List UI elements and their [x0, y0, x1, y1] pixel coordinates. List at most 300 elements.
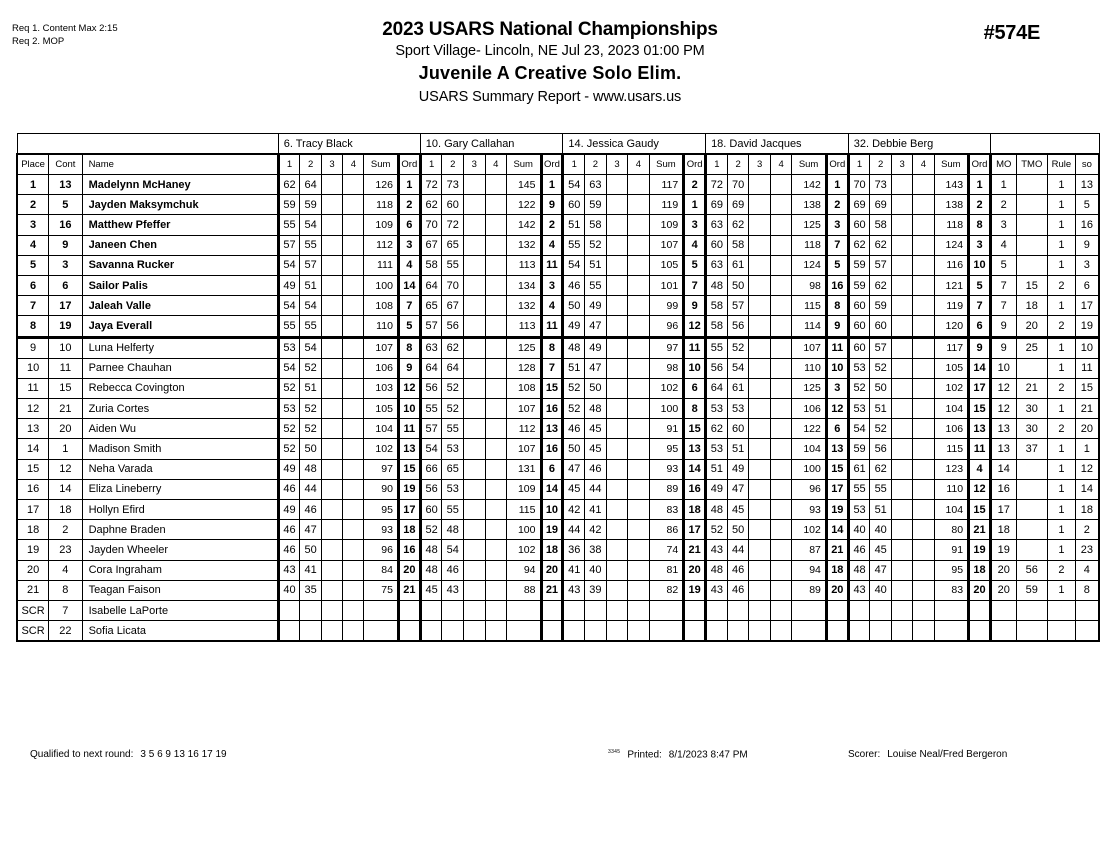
cell-j4-sum [792, 600, 827, 620]
cell-j5-2 [870, 621, 892, 642]
cell-mo: 7 [990, 296, 1016, 316]
cell-j2-ord: 7 [541, 358, 563, 378]
cell-j3-2: 58 [585, 215, 607, 235]
cell-j4-3 [749, 459, 770, 479]
cell-j5-sum [934, 600, 968, 620]
header-j4-2: 2 [727, 154, 749, 175]
cell-j1-2: 57 [300, 255, 322, 275]
header-j2-sum: Sum [506, 154, 541, 175]
score-table [16, 133, 1100, 642]
table-row [17, 296, 1099, 316]
table-row [17, 235, 1099, 255]
cell-j4-4 [770, 540, 791, 560]
table-row [17, 419, 1099, 439]
cell-j1-4 [343, 337, 364, 358]
cell-j3-sum: 89 [649, 479, 684, 499]
cell-j1-ord: 5 [398, 316, 420, 337]
cell-j2-3 [464, 235, 485, 255]
cell-j3-3 [606, 255, 627, 275]
cell-j4-3 [749, 500, 770, 520]
cell-j2-2: 55 [442, 500, 464, 520]
cell-j5-sum: 118 [934, 215, 968, 235]
cell-j2-2 [442, 621, 464, 642]
judge-band-row [17, 134, 1099, 155]
cell-j4-2: 47 [727, 479, 749, 499]
cell-j3-3 [606, 540, 627, 560]
header-j4-ord: Ord [826, 154, 848, 175]
cell-j3-1: 41 [563, 560, 585, 580]
cell-place: 4 [17, 235, 49, 255]
report-subtitle: USARS Summary Report - www.usars.us [418, 89, 682, 105]
cell-j4-4 [770, 275, 791, 295]
cell-j1-sum: 108 [364, 296, 398, 316]
cell-so: 12 [1075, 459, 1099, 479]
cell-j3-2: 42 [585, 520, 607, 540]
cell-rule: 1 [1048, 500, 1076, 520]
cell-j3-4 [628, 358, 649, 378]
cell-j2-4 [485, 540, 506, 560]
cell-j5-2: 51 [870, 500, 892, 520]
header-rule: Rule [1048, 154, 1076, 175]
cell-so: 8 [1075, 580, 1099, 600]
cell-j1-1: 59 [278, 195, 300, 215]
cell-tmo: 25 [1016, 337, 1048, 358]
cell-j2-2: 70 [442, 275, 464, 295]
cell-j1-4 [343, 358, 364, 378]
judge-band-tail-spacer [990, 134, 1099, 155]
cell-j4-4 [770, 459, 791, 479]
table-row [17, 459, 1099, 479]
cell-j1-4 [343, 275, 364, 295]
cell-name: Rebecca Covington [82, 378, 278, 398]
cell-j3-3 [606, 500, 627, 520]
cell-mo [990, 621, 1016, 642]
cell-j2-1: 60 [420, 500, 442, 520]
cell-j1-4 [343, 479, 364, 499]
cell-tmo [1016, 479, 1048, 499]
cell-j2-1: 65 [420, 296, 442, 316]
cell-j3-3 [606, 560, 627, 580]
cell-j3-sum: 101 [649, 275, 684, 295]
cell-j3-1 [563, 600, 585, 620]
cell-j1-1: 49 [278, 275, 300, 295]
cell-j2-sum: 115 [506, 500, 541, 520]
cell-j4-1: 43 [706, 540, 728, 560]
cell-rule: 1 [1048, 175, 1076, 195]
header-cont: Cont [49, 154, 82, 175]
cell-j4-ord: 18 [826, 560, 848, 580]
cell-j2-2: 46 [442, 560, 464, 580]
cell-tmo [1016, 459, 1048, 479]
cell-name: Savanna Rucker [82, 255, 278, 275]
cell-j3-1: 55 [563, 235, 585, 255]
cell-tmo [1016, 215, 1048, 235]
cell-j3-3 [606, 580, 627, 600]
cell-j2-ord: 19 [541, 520, 563, 540]
cell-j2-1: 72 [420, 175, 442, 195]
cell-j3-4 [628, 316, 649, 337]
cell-so: 18 [1075, 500, 1099, 520]
cell-j4-3 [749, 600, 770, 620]
cell-j5-4 [913, 337, 934, 358]
cell-j1-1: 55 [278, 316, 300, 337]
cell-j5-4 [913, 419, 934, 439]
cell-j2-4 [485, 378, 506, 398]
cell-name: Janeen Chen [82, 235, 278, 255]
cell-j4-ord: 21 [826, 540, 848, 560]
qualified-next-round [30, 749, 227, 760]
cell-j4-ord: 19 [826, 500, 848, 520]
cell-j1-4 [343, 296, 364, 316]
cell-j1-ord: 21 [398, 580, 420, 600]
header-j1-4: 4 [343, 154, 364, 175]
cell-place: 12 [17, 399, 49, 419]
cell-j2-3 [464, 419, 485, 439]
cell-mo: 2 [990, 195, 1016, 215]
cell-j5-3 [892, 600, 913, 620]
cell-cont: 1 [49, 439, 82, 459]
cell-j3-3 [606, 439, 627, 459]
cell-cont: 16 [49, 215, 82, 235]
cell-j2-ord [541, 600, 563, 620]
cell-j3-4 [628, 500, 649, 520]
cell-j2-sum: 113 [506, 255, 541, 275]
cell-j5-4 [913, 296, 934, 316]
column-header-row [17, 154, 1099, 175]
cell-j4-1: 62 [706, 419, 728, 439]
cell-j3-ord: 17 [684, 520, 706, 540]
cell-j2-sum: 142 [506, 215, 541, 235]
cell-j4-ord: 2 [826, 195, 848, 215]
cell-tmo: 15 [1016, 275, 1048, 295]
cell-j3-1: 52 [563, 378, 585, 398]
cell-j1-2: 55 [300, 316, 322, 337]
cell-j5-4 [913, 316, 934, 337]
cell-mo: 19 [990, 540, 1016, 560]
cell-j3-2 [585, 600, 607, 620]
cell-j2-3 [464, 316, 485, 337]
cell-j2-2: 62 [442, 337, 464, 358]
header-so: so [1075, 154, 1099, 175]
cell-j1-ord: 14 [398, 275, 420, 295]
cell-j4-ord: 11 [826, 337, 848, 358]
cell-j1-4 [343, 560, 364, 580]
judge-header-3: 14. Jessica Gaudy [563, 134, 706, 155]
cell-j3-ord: 11 [684, 337, 706, 358]
cell-j3-2: 45 [585, 419, 607, 439]
cell-j3-3 [606, 296, 627, 316]
cell-j4-2: 56 [727, 316, 749, 337]
cell-j2-ord: 1 [541, 175, 563, 195]
cell-j4-ord: 6 [826, 419, 848, 439]
cell-tmo [1016, 621, 1048, 642]
cell-j1-ord: 8 [398, 337, 420, 358]
cell-j4-sum: 138 [792, 195, 827, 215]
cell-j2-3 [464, 459, 485, 479]
cell-mo: 9 [990, 316, 1016, 337]
cell-place: 20 [17, 560, 49, 580]
cell-j4-sum [792, 621, 827, 642]
cell-j3-ord: 8 [684, 399, 706, 419]
cell-j1-ord: 10 [398, 399, 420, 419]
cell-mo: 12 [990, 378, 1016, 398]
cell-j5-sum: 120 [934, 316, 968, 337]
cell-j4-sum: 93 [792, 500, 827, 520]
cell-j5-sum: 138 [934, 195, 968, 215]
cell-j3-4 [628, 459, 649, 479]
cell-j5-sum: 80 [934, 520, 968, 540]
cell-j4-4 [770, 316, 791, 337]
cell-j3-3 [606, 275, 627, 295]
cell-j5-ord: 20 [969, 580, 991, 600]
cell-j5-4 [913, 275, 934, 295]
cell-j5-ord: 10 [969, 255, 991, 275]
cell-tmo: 59 [1016, 580, 1048, 600]
cell-so: 19 [1075, 316, 1099, 337]
cell-name: Daphne Braden [82, 520, 278, 540]
cell-j5-sum: 123 [934, 459, 968, 479]
cell-j2-4 [485, 215, 506, 235]
cell-j2-ord: 18 [541, 540, 563, 560]
judge-band-spacer [17, 134, 278, 155]
cell-j3-1: 51 [563, 215, 585, 235]
table-row [17, 358, 1099, 378]
cell-j5-2: 57 [870, 337, 892, 358]
cell-j3-4 [628, 235, 649, 255]
table-row [17, 337, 1099, 358]
cell-j4-2: 51 [727, 439, 749, 459]
cell-j2-4 [485, 358, 506, 378]
cell-j5-4 [913, 520, 934, 540]
cell-j4-3 [749, 419, 770, 439]
cell-j5-2: 62 [870, 235, 892, 255]
cell-j5-2: 52 [870, 419, 892, 439]
cell-j2-sum: 132 [506, 235, 541, 255]
cell-j4-3 [749, 580, 770, 600]
cell-j4-1: 48 [706, 560, 728, 580]
cell-mo: 16 [990, 479, 1016, 499]
cell-j4-sum: 96 [792, 479, 827, 499]
cell-j5-ord: 8 [969, 215, 991, 235]
cell-j5-2: 40 [870, 520, 892, 540]
cell-j4-1: 51 [706, 459, 728, 479]
cell-j5-2: 58 [870, 215, 892, 235]
header-tmo: TMO [1016, 154, 1048, 175]
event-code: #574E [983, 22, 1040, 44]
cell-j4-sum: 125 [792, 378, 827, 398]
cell-j3-2: 45 [585, 439, 607, 459]
cell-j3-ord: 2 [684, 175, 706, 195]
header-j5-ord: Ord [969, 154, 991, 175]
cell-j2-sum: 134 [506, 275, 541, 295]
cell-j1-sum: 111 [364, 255, 398, 275]
judge-header-2: 10. Gary Callahan [420, 134, 563, 155]
cell-j3-4 [628, 419, 649, 439]
cell-name: Luna Helferty [82, 337, 278, 358]
cell-j2-4 [485, 316, 506, 337]
cell-place: 13 [17, 419, 49, 439]
cell-j1-4 [343, 255, 364, 275]
cell-j2-1 [420, 600, 442, 620]
cell-j1-3 [321, 520, 342, 540]
cell-so: 20 [1075, 419, 1099, 439]
cell-j5-sum: 106 [934, 419, 968, 439]
cell-j4-ord [826, 600, 848, 620]
cell-j2-2: 67 [442, 296, 464, 316]
cell-j1-2: 35 [300, 580, 322, 600]
cell-j5-4 [913, 235, 934, 255]
cell-j2-1: 56 [420, 479, 442, 499]
cell-j5-2: 40 [870, 580, 892, 600]
cell-place: 7 [17, 296, 49, 316]
cell-j1-sum: 100 [364, 275, 398, 295]
cell-j4-ord: 1 [826, 175, 848, 195]
cell-j1-3 [321, 580, 342, 600]
cell-j1-3 [321, 459, 342, 479]
cell-j4-3 [749, 439, 770, 459]
cell-j5-ord: 5 [969, 275, 991, 295]
cell-j4-sum: 118 [792, 235, 827, 255]
cell-j3-1: 47 [563, 459, 585, 479]
cell-j4-1: 43 [706, 580, 728, 600]
cell-place: SCR [17, 600, 49, 620]
cell-j4-ord: 17 [826, 479, 848, 499]
judge-header-4: 18. David Jacques [706, 134, 849, 155]
cell-so: 17 [1075, 296, 1099, 316]
cell-cont: 10 [49, 337, 82, 358]
header-j4-4: 4 [770, 154, 791, 175]
cell-j1-1: 46 [278, 520, 300, 540]
cell-j5-2: 62 [870, 459, 892, 479]
cell-j3-1: 42 [563, 500, 585, 520]
cell-j3-sum [649, 621, 684, 642]
cell-j2-sum: 131 [506, 459, 541, 479]
cell-j2-2: 48 [442, 520, 464, 540]
cell-so: 2 [1075, 520, 1099, 540]
cell-j1-ord: 3 [398, 235, 420, 255]
cell-so: 5 [1075, 195, 1099, 215]
cell-j1-3 [321, 195, 342, 215]
cell-j3-4 [628, 520, 649, 540]
cell-tmo [1016, 358, 1048, 378]
cell-j4-4 [770, 560, 791, 580]
cell-j5-2: 47 [870, 560, 892, 580]
cell-cont: 5 [49, 195, 82, 215]
cell-j5-2: 52 [870, 358, 892, 378]
cell-j5-4 [913, 399, 934, 419]
cell-j4-ord: 9 [826, 316, 848, 337]
cell-j3-ord: 4 [684, 235, 706, 255]
cell-j4-sum: 114 [792, 316, 827, 337]
cell-j2-1: 45 [420, 580, 442, 600]
cell-j1-ord: 2 [398, 195, 420, 215]
header-mo: MO [990, 154, 1016, 175]
cell-j3-ord: 15 [684, 419, 706, 439]
cell-j2-3 [464, 540, 485, 560]
cell-j4-3 [749, 275, 770, 295]
cell-j4-sum: 107 [792, 337, 827, 358]
cell-j4-4 [770, 520, 791, 540]
cell-j2-sum [506, 621, 541, 642]
cell-place: 5 [17, 255, 49, 275]
cell-j2-sum: 113 [506, 316, 541, 337]
header-j1-sum: Sum [364, 154, 398, 175]
cell-j3-1 [563, 621, 585, 642]
cell-j2-ord: 13 [541, 419, 563, 439]
cell-j5-3 [892, 255, 913, 275]
cell-j3-ord: 3 [684, 215, 706, 235]
cell-j3-ord [684, 621, 706, 642]
cell-j3-ord: 12 [684, 316, 706, 337]
cell-j4-1: 48 [706, 500, 728, 520]
table-row [17, 399, 1099, 419]
cell-j4-4 [770, 580, 791, 600]
cell-j3-4 [628, 195, 649, 215]
cell-j3-1: 54 [563, 175, 585, 195]
cell-j2-2: 72 [442, 215, 464, 235]
cell-so: 9 [1075, 235, 1099, 255]
cell-j1-1 [278, 621, 300, 642]
cell-j5-2: 59 [870, 296, 892, 316]
cell-j2-3 [464, 175, 485, 195]
cell-rule: 1 [1048, 439, 1076, 459]
cell-j5-1: 69 [848, 195, 870, 215]
cell-tmo: 21 [1016, 378, 1048, 398]
cell-j4-4 [770, 439, 791, 459]
cell-j2-4 [485, 560, 506, 580]
cell-j5-sum: 115 [934, 439, 968, 459]
cell-j5-ord: 4 [969, 459, 991, 479]
cell-j1-2 [300, 621, 322, 642]
cell-j4-sum: 125 [792, 215, 827, 235]
cell-mo: 14 [990, 459, 1016, 479]
cell-j1-1: 53 [278, 337, 300, 358]
cell-j3-ord: 14 [684, 459, 706, 479]
cell-j3-sum: 109 [649, 215, 684, 235]
cell-j3-ord: 18 [684, 500, 706, 520]
cell-j4-2: 46 [727, 560, 749, 580]
cell-j3-2: 44 [585, 479, 607, 499]
cell-j3-4 [628, 378, 649, 398]
cell-j3-4 [628, 479, 649, 499]
cell-j4-4 [770, 419, 791, 439]
cell-j2-ord: 6 [541, 459, 563, 479]
cell-j5-ord: 14 [969, 358, 991, 378]
cell-j3-1: 45 [563, 479, 585, 499]
cell-place: SCR [17, 621, 49, 642]
cell-j4-4 [770, 255, 791, 275]
cell-j3-2: 41 [585, 500, 607, 520]
cell-mo: 13 [990, 439, 1016, 459]
cell-j3-sum: 97 [649, 337, 684, 358]
cell-mo: 13 [990, 419, 1016, 439]
header-name: Name [82, 154, 278, 175]
cell-j5-3 [892, 580, 913, 600]
cell-j5-1: 55 [848, 479, 870, 499]
cell-j1-1: 53 [278, 399, 300, 419]
cell-j2-1 [420, 621, 442, 642]
header-j2-ord: Ord [541, 154, 563, 175]
cell-place: 1 [17, 175, 49, 195]
cell-j1-sum: 126 [364, 175, 398, 195]
cell-j1-2: 55 [300, 235, 322, 255]
cell-j1-ord: 18 [398, 520, 420, 540]
cell-j2-ord: 10 [541, 500, 563, 520]
cell-tmo [1016, 500, 1048, 520]
cell-j2-sum: 122 [506, 195, 541, 215]
cell-j5-4 [913, 500, 934, 520]
cell-j1-3 [321, 378, 342, 398]
